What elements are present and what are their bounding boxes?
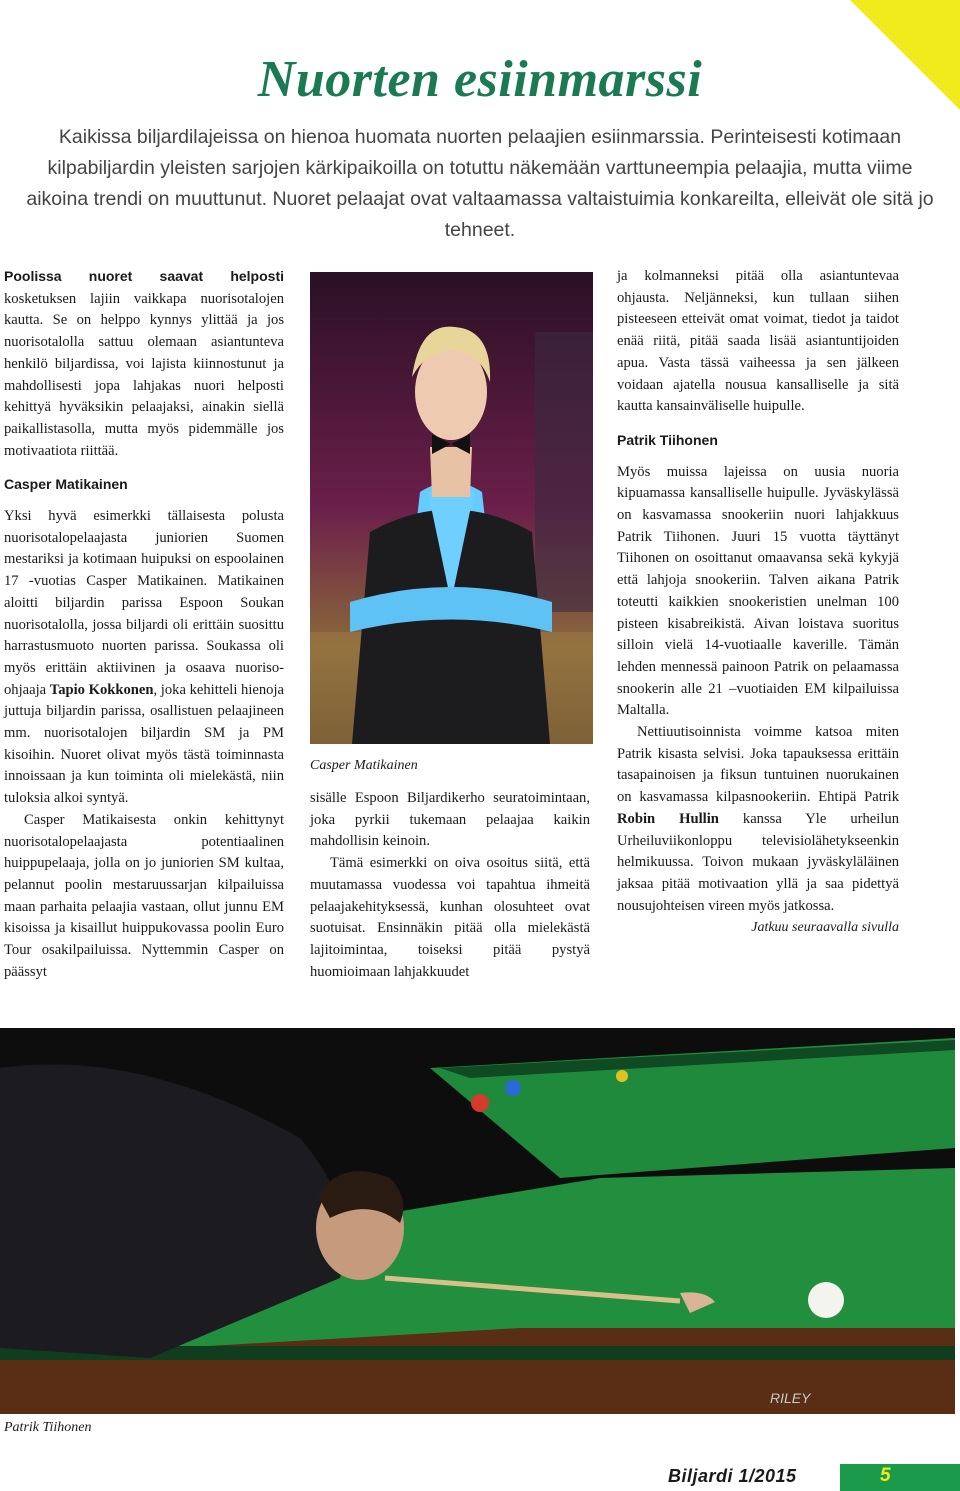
lead-paragraph: Kaikissa biljardilajeissa on hienoa huomata nuorten pelaajien esiinmarssia. Perinteisesti kotimaan kilpabiljardin yleisten sarjojen kärkipaikoilla on totuttu näkemään varttuneempia pelaajia, mutta viime aikoina trendi on muuttunut. Nuoret pelaajat ovat valtaamassa valtaistuimia konkareilta, elleivät ole sitä jo tehneet. [26,126,934,241]
col1-p1-rest: kosketuksen lajiin vaikkapa nuorisotalojen kautta. Se on helppo kynnys ylittää ja jos nuorisotalolla sattuu olemaan asiantunteva henkilö biljardissa, voi lajista kiinnostunut ja mahdollisesti jopa lahjakas nuori helposti kehittyä hyväksikin pelaajaksi, ainakin siellä paikallistasolla, mutta myös pidemmälle jos motivaatiota riittää. [4,290,284,459]
col1-p2-part-b: , joka kehitteli hienoja juttuja biljardin parissa, osallistuen pelaajineen mm. nuorisotalojen biljardin SM ja PM kisoihin. Nuoret olivat myös tästä toiminnasta innoissaan ja kun toiminta oli mielekästä, niin tuloksia alkoi syntyä. [4,681,284,807]
col3-p3-part-a: Nettiuutisoinnista voimme katsoa miten Patrik kisasta selvisi. Joka tapauksessa erittäin tasapainoisen ja fiksun tuntuinen nuorukainen on kasvamassa kilpasnookeriin. Ehtipä Patrik [617,724,899,806]
name-tapio-kokkonen: Tapio Kokkonen [49,681,154,698]
magazine-issue: Biljardi 1/2015 [668,1466,797,1486]
col3-p3-part-b: kanssa Yle urheilun Urheiluviikonloppu televisiolähetykseenkin helmikuussa. Toivon mukaan jyväskyläläinen jaksaa pitää motivaation yllä ja saa pidettyä nousujohteisen vireen myös jatkossa. [617,810,899,914]
page-number: 5 [880,1465,891,1486]
page-number-bar [840,1464,960,1491]
snooker-photo-patrik [0,1028,955,1414]
col3-paragraph-1: ja kolmanneksi pitää olla asiantuntevaa ohjausta. Neljänneksi, kun tullaan siihen pisteeseen etteivät omat voimat, tiedot ja taidot enää riitä, pitää saada lisää asiantuntijoiden apua. Vasta tässä vaiheessa ja sen jälkeen voidaan ajatella nousua kansalliselle ja sitä kautta kansainväliselle huipulle. [617,268,899,415]
caption-patrik: Patrik Tiihonen [4,1420,92,1435]
table-brand-label: RILEY [770,1390,811,1406]
col1-paragraph-2 [4,506,284,810]
col2-paragraph-1: sisälle Espoon Biljardikerho seuratoimintaan, joka pyrkii tukemaan pelaajaa kaikin mahdollisin keinoin. [310,790,590,850]
col2-paragraph-2: Tämä esimerkki on oiva osoitus siitä, että muutamassa vuodessa voi tapahtua ihmeitä pelaajakehityksessä, kunhan olosuhteet ovat suotuisat. Ensinnäkin pitää olla mielekästä lajitoimintaa, toiseksi pitää pystyä huomioimaan lahjakkuudet [310,855,590,980]
portrait-illustration [310,272,593,744]
heading-casper: Casper Matikainen [4,476,128,493]
col1-kicker: Poolissa nuoret saavat helposti [4,268,284,284]
continues-next-page: Jatkuu seuraavalla sivulla [751,920,899,936]
column-3 [617,266,899,939]
caption-casper: Casper Matikainen [310,758,418,773]
heading-patrik: Patrik Tiihonen [617,431,718,448]
snooker-illustration [0,1028,955,1414]
article-title: Nuorten esiinmarssi [257,51,703,108]
col3-paragraph-2: Myös muissa lajeissa on uusia nuoria kipuamassa kansalliselle huipulle. Jyväskylässä on kasvamassa snookeriin nuori lahjakkuus Patrik Tiihonen. Juuri 15 vuotta täyttänyt Tiihonen on osoittanut omaavansa sekä kykyjä että lahjoja snookeriin. Talven aikana Patrik toteutti kaikkien snookeristien unelman 100 pisteen kisabreikistä. Aivan loistava suoritus silloin vielä 14-vuotiaalle kaverille. Tämän lehden mennessä painoon Patrik on pelaamassa snookerin alle 21 –vuotiaiden EM kilpailuissa Maltalla. [617,463,899,719]
col1-p2-part-a: Yksi hyvä esimerkki tällaisesta polusta nuorisotalopelaajasta juniorien Suomen mestariksi ja kotimaan huipuksi on espoolainen 17 -vuotias Casper Matikainen. Matikainen aloitti biljardin parissa Espoon Soukan nuorisotalolla, jossa biljardi oli erittäin suosittu harrastusmuoto nuorten parissa. Soukassa oli myös erittäin aktiivinen ja osaava nuoriso-ohjaaja [4,508,284,698]
column-2 [310,788,590,983]
col1-paragraph-3: Casper Matikaisesta onkin kehittynyt nuorisotalopelaajasta potentiaalinen huippupelaaja, jolla on jo juniorien SM kultaa, pelannut poolin mestaruussarjan kilpailuissa maan parhaita pelaajia vastaan, ollut junnu EM kisoissa ja kisaillut huippukovassa poolin Euro Tour osakilpailuissa. Nyttemmin Casper on päässyt [4,811,284,980]
portrait-photo-casper [310,272,593,744]
col1-paragraph-1 [4,266,284,462]
name-robin-hull: Robin Hullin [617,810,719,827]
column-1 [4,266,284,984]
col3-paragraph-3 [617,722,899,917]
